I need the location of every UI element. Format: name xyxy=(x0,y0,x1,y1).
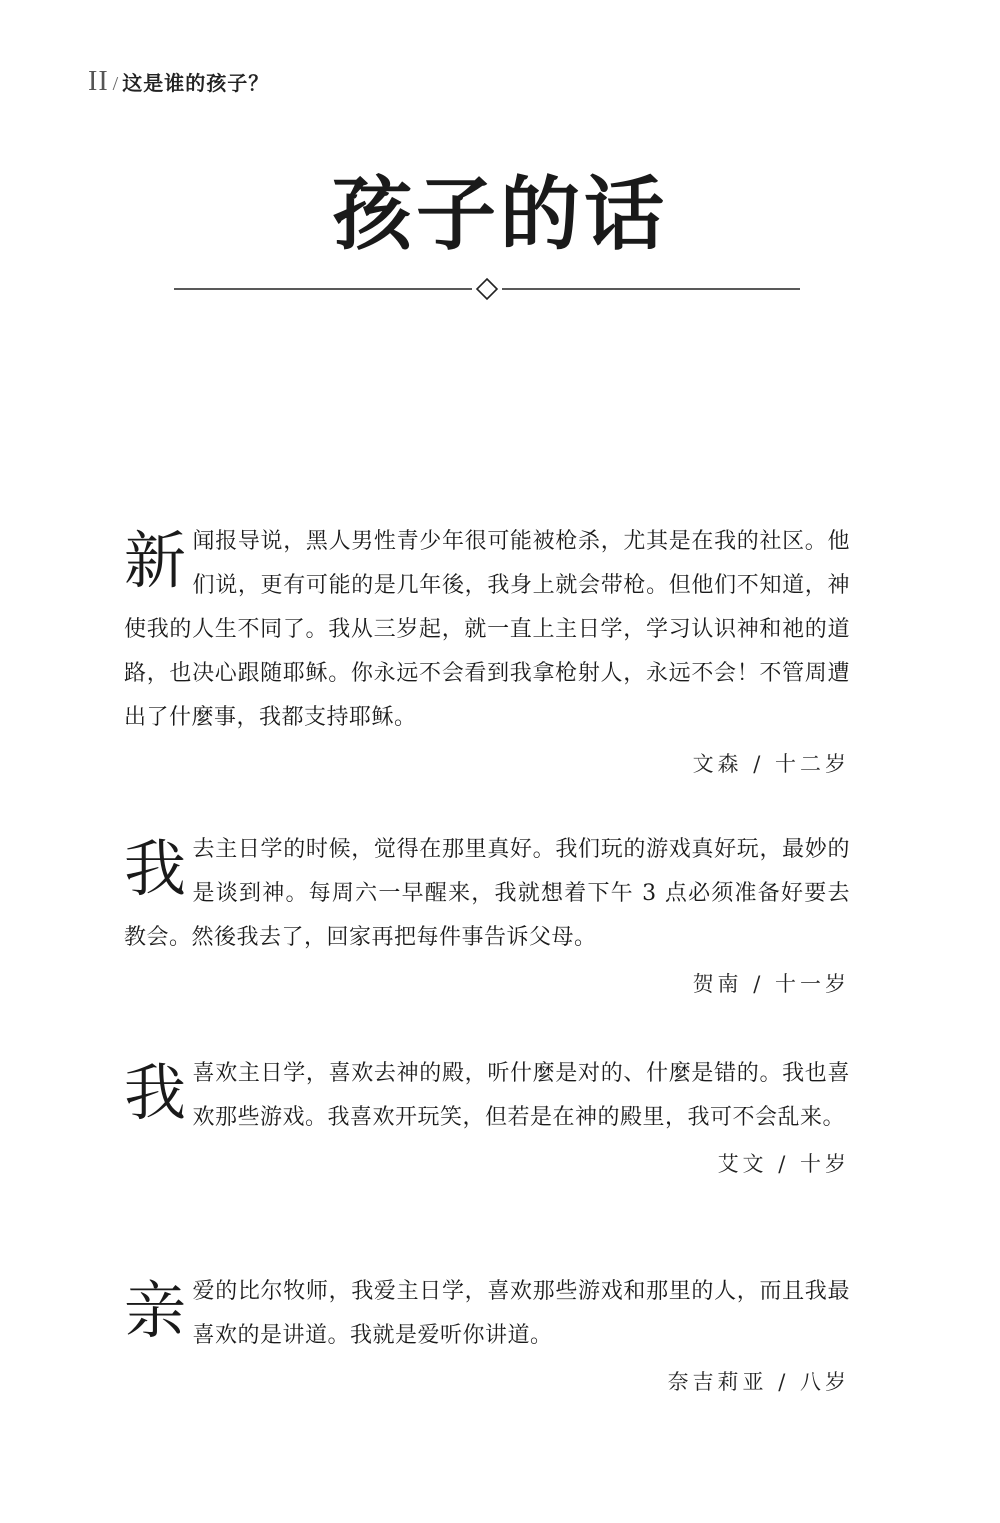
quote-attribution: 文森 / 十二岁 xyxy=(692,752,850,776)
drop-cap: 亲 xyxy=(124,1274,187,1347)
quote-body: 爱的比尔牧师，我爱主日学，喜欢那些游戏和那里的人，而且我最喜欢的是讲道。我就是爱听你讲道。 xyxy=(192,1279,850,1348)
quote-entry-4 xyxy=(124,1270,850,1396)
header-separator: / xyxy=(112,73,119,95)
quote-attribution: 奈吉莉亚 / 八岁 xyxy=(667,1370,850,1394)
running-head xyxy=(88,66,269,98)
page-title: 孩子的话 xyxy=(332,167,668,261)
drop-cap: 新 xyxy=(124,524,187,597)
quote-entry-2 xyxy=(124,828,850,998)
drop-cap: 我 xyxy=(124,1056,187,1129)
quote-text xyxy=(124,1052,850,1140)
quote-text xyxy=(124,828,850,960)
quote-text xyxy=(124,520,850,740)
title-divider-ornament xyxy=(174,277,800,301)
running-head-title: 这是谁的孩子？ xyxy=(122,71,270,95)
part-number: II xyxy=(88,66,109,97)
quote-text xyxy=(124,1270,850,1358)
quote-body: 喜欢主日学，喜欢去神的殿，听什麼是对的、什麼是错的。我也喜欢那些游戏。我喜欢开玩笑，但若是在神的殿里，我可不会乱来。 xyxy=(192,1061,850,1130)
quote-attribution: 贺南 / 十一岁 xyxy=(692,972,850,996)
quote-attribution: 艾文 / 十岁 xyxy=(717,1152,850,1176)
quote-body: 去主日学的时候，觉得在那里真好。我们玩的游戏真好玩，最妙的是谈到神。每周六一早醒来，我就想着下午 3 点必须准备好要去教会。然後我去了，回家再把每件事告诉父母。 xyxy=(124,837,850,950)
quote-entry-3 xyxy=(124,1052,850,1178)
quote-body: 闻报导说，黑人男性青少年很可能被枪杀，尤其是在我的社区。他们说，更有可能的是几年後，我身上就会带枪。但他们不知道，神使我的人生不同了。我从三岁起，就一直上主日学，学习认识神和祂的道路，也决心跟随耶稣。你永远不会看到我拿枪射人，永远不会！不管周遭出了什麼事，我都支持耶稣。 xyxy=(124,529,850,730)
drop-cap: 我 xyxy=(124,832,187,905)
quote-entry-1 xyxy=(124,520,850,778)
